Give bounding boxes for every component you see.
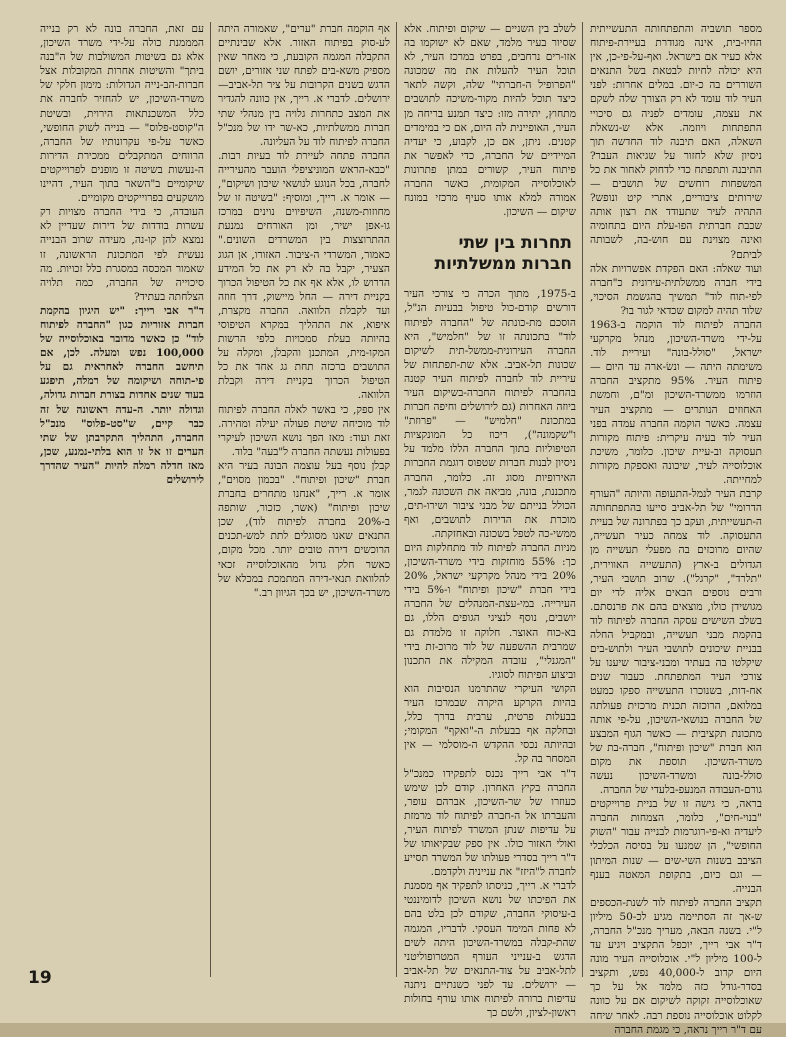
paragraph: תקציב החברה לפיתוח לוד לשנת-הכספים ש-אך זה הסתיימה מגיע לכ-50 מיליון ל"י. בשנה הבאה, מעריך מנכ"ל החברה, ד"ר אבי רייך, יוכפל התקציב ויגיע עד ל-100 מיליון ל"י. אוכלוסייה העיר מונה היום קרוב ל-40,000 נפש, ותקציב בסדר-גודל כזה מלמד אל על כך שאוכלוסייה זקוקה לשיקום אם על כוונה לקלוט אוכלוסייה נוספת רבה. לאחר שיחה עם ד"ר רייך נראה, כי מגמת החברה (590, 896, 763, 1036)
text-column-2 (404, 22, 577, 1020)
paragraph: החברה לפיתוח לוד הוקמה ב-1963 על-ידי משרד-השיכון, מנהל מקרקעי ישראל, "סולל-בונה" ועיריית לוד. משימתה היתה — ונשׂ-ארה עד היום — פיתוח העיר. 95% מתקציב החברה הוזרמו ממשרד-השיכון ומ"ם, וחמשת האחוזים הנותרים — מתקציב העיר עצמה. כאשר הוקמה החברה עמדה בפני העיר לוד בעיה עיקרית: פיתוח מקורות תעסוקה וב-עיית שיכון. כלומר, משיכת אוכלוסייה לעיר, שיכונה ואספקת מקורות למחייתה. (590, 318, 762, 486)
paragraph: ועוד שאלה: האם הפקדת אפשרויות אלה בידי חברה ממשלתית-עירונית כ"חברה לפי-תוח לוד" תמשיך בהגשמת הסיכוי, שלוד תהיה למקום שכדאי לגור בו? (590, 262, 762, 317)
page-number: 19 (28, 968, 52, 988)
article-body (40, 22, 763, 1036)
section-subheading: תחרות בין שתי חברות ממשלתיות (434, 233, 572, 275)
text-column-4 (40, 22, 204, 982)
column-rule (582, 22, 583, 977)
paragraph: בראה, כי גישה זו של בניית פרוייקטים "בנוי-חים", כלומר, הצמחות החברה ליעדיה וא-פי-רוגרמות לבנייה עבור "השוק החופשי", הן שמנעו על בסיסה הכלכלי הציבב בשנות השי-שים — שנות המיתון — וגם כיום, בתקופת המאטה בענף הבנייה. (590, 798, 762, 895)
paragraph: לדברי א. רייך, כניסתו לתפקיד אף מסמנת את הפיכתו של נושא השיכון לדומיננטי ב-עיסוקי החברה, שקודם לכן בלט בהם לא פחות המימד העסקי. לדבריו, המגמה שהת-קבלה במשרד-השיכון היתה לשים הדגש ב-ענייני העורף המטרופוליטני לתל-אביב על צוד-התנאים של תל-אביב — ירושלים. עד לפני כשנתיים ניתנה עדיפות ברורה לפיתוח אותו עורף בחולות ראשון-לציון, ולשם כך (404, 880, 576, 1020)
paragraph: לשלב בין השניים — שיקום ופיתוח. אלא שסיור בעיר מלמד, שאם לא ישוקמו בה אזו-רים נרחבים, בפרט במרכז העיר, לא תוכל העיר להעלות את מה שמכונה "הפרופיל ה-חברתי" שלה, וקשה לתאר כיצד תוכל להיות מקור-משיכה לתושבים מתחוץ, יתירה מזו: כיצד תמנע בריחה מן העיר, האופיינית לה היום, אם כי במימדים קטנים. ניתן, אם כן, לקבוע, כי יעדיה המיידיים של החברה, כדי לאפשר את פיתוח העיר, קשורים במתן פתרונות לאוכלוסייה המקומית, כאשר החברה אמורה למלא אותו סעיף מרכזי במונח שיקום — השיכון. (404, 23, 576, 219)
text-column-1 (590, 22, 763, 1036)
paragraph: קרבת העיר לנמל-התעופה והיותה "העורף הדרומי" של תל-אביב סייעו בהתפתחותה ה-תעשייתית, ועקב כך בפתרונה של בעיית התעסוקה. לוד צמחה כעיר תעשייה, שהיום מרוכזים בה מפעלי תעשייה מן הגדולים ב-ארץ (התעשייה האווירית, "תלרד", "קרגל"). שרוב תושבי העיר, ורבים נוספים הבאים אליה לדי יום מגושידן כולו, מוצאים בהם את פרנסתם. בשלב השישים עסקה החברה לפיתוח לוד בהקמת מבני תעשייה, ובמקביל החלה בבניית שיכונים לתושבי העיר ולתוש-בים שיקלטו בה בעתיד ומבני-ציבור שיענו על צורכי העיר המתפתחת. כעבור שנים אח-דות, בשנוכרו התעשייה ספקו כמעט במלואם, הרוכזה תכנית מרכזית פעולתה של החברה בנושאי-השיכון, על-פי אותה מתכונת תקציבית — כאשר הגוף המבצע הוא חברת "שיכון ופיתוח", חברה-בת של משרד-השיכון. תוספת את מקום סולל-בונה ומשרד-השיכון נעשה גורם-העבודה המנעפ-בלעדי של החברה. (590, 488, 762, 797)
column-rule (396, 22, 397, 977)
paragraph: ב-1975, מתוך הכרה כי צורכי העיר דורשים קודם-כול טיפול בבעיות הנ"ל, הוסכם מת-כונתה של "החברה לפיתוח לוד" בתכונתה זו של "חלמיש", היא החברה העירונית-ממשל-תית לשיקום שכונות תל-אביב. אלא שת-תפתחות של עיריית לוד לחברה לפיתוח העיר קטנה בהחברה לפיתוח החברה-בשיקום העיר ביוזה האחרות (גם לירושלים וחיפה חברות במתכונת "חלמיש" — "פרוזת" ו"שקמונה"), ריכוז כל המונקציות הטיפוליות בתוך החברה הללו מלמד על ניסיון לבנות חברות שטפוס דוגמת החברות האירופיות מסוג זה. כלומר, החברה מתכננת, בונה, מביאה את השכונה לגמר, הכולל בנייתם של מבני ציבור ושירו-תים, מוכרת את הדירות לתושבים, ואף ממשי-כה לטפל בשכונה ובאחזקתה. (404, 288, 576, 540)
paragraph: החברה פתחה לעיירת לוד בעיות רבות. "כבא-הראש המוניציפלי הועבר מהעירייה לחברה, בכל הנוגע לנושאי שיכון ושיקום", — אומר א. רייך, ומוסיף: "בשיטה זו של מחוזות-משנה, השיפיוים נוינים במרכז גו-אפן ישיר, ומן האורחים נמנעת ההתרוצצות בין המשרדים השונים." כאמור, המשרדי ה-ציבור. האזורו, אן הגוג הצעיר, יקבל בה לא רק את כל המידע הדרוש לו, אלא אף את כל הטיפול הכרוך בקניית דירה — החל מיישוק, דרך חוזה ועד לקבלת הלוואה. החברה מקצרת, איפוא, את התהליך במקרא הטיפוסי בהיותה בעלת סמכויות כלפי הרשות המקו-מית, המתכנן והקבלן, ומקלה על התושבים ברכזה תחת גג אחד את כל הטיפול הכרוך בקניית דירה וקבלת הלוואה. (218, 149, 390, 402)
column-rule (210, 22, 211, 977)
paragraph: ד"ר אבי רייך: "יש היגיון בהקמת חברות אזוריות כגון "החברה לפיתוח לוד" כן כאשר מדובר באוכלוסייה של 100,000 נפש ומעלה. לכן, אם תיחשב החברה לאחראית גם על פי-תוחה ושיקומה של רמלה, תיפגע בעוד שנים אחדות בצורת חברות גדולה, וגדולה יותר. ה-עדה ראשונה של זה כבר קיים, ש"סט-פלוס" מנכ"ל החברה, התהליך התקרבתן של שתי הערים זו אל זו הוא בלתי-נמנע, שכן, מאז חדלה רמלה להיות "העיר שהדרך לירושלים (40, 304, 204, 486)
paragraph: קבלן נוסף בעל עוצמה הבונה בעיר היא חברת "שיכון ופיתוח". "בכמון מסוים", אומר א. רייך, "אנחנו מתחרים בחברת שיכון ופיתוח" (אשר, כזכור, שותפה ב-20% בחברה לפיתוח לוד), שכן התנאים שאנו מסוגלים לתת למש-תכנים הרוכשים דירה טובים יותר. מכל מקום, כאשר חלק גדול מהאוכלוסייה זכאי להלוואת תנאי-דירה המתמכת במכלא של משרד-השיכון, יש בכך הגיוון רב." (218, 459, 390, 599)
paragraph: אף הוקמה חברת "ערים", שאמורה היתה לע-סוק בפיתוח האזור. אלא שבינתיים התקבלה המגמה הקובעת, כי מאחר שאין מספיק משא-בים לפתח שני אזורים, יושם הדגש בשנים הקרובות על ציר תל-אביב—ירושלים. לדברי א. רייך, אין כוונה להגדיר את המצב כתחרות גלויה בין מנהלי שתי חברות ממשלתיות, כא-שר ידו של מנכ"ל החברה לפיתוח לוד על העליונה. (218, 23, 390, 148)
paragraph: ד"ר אבי רייך נכנס לתפקידו כמנכ"ל החברה בקיץ האחרון. קודם לכן שימש כעוזרו של שר-השיכון, אברהם עופר, והעברתו אל ה-חברה לפיתוח לוד מרמזת על עדיפות שנתן המשרד לפיתוח העיר, ואולי האזור כולו. אין ספק שבקיאותו של ד"ר רייך בסדרי פעולתו של המשרד תסייע לחברה ל"היזז" את ענייניה ולקדמם. (404, 767, 576, 879)
paragraph: הקושי העיקרי שהתרמנו הנסיבות הוא בהיות הקרקע היקרה שבמרכז העיר בבעלות פרטית, ערבית בדרך כלל, ובחלקה אף בבעלות ה-"ואקף" המקומי; ובהיותה נכסי ההקדש ה-מוסלמי — אין המסחר בה קל. (404, 682, 576, 766)
text-column-3 (218, 22, 390, 982)
paragraph: עם זאת, החברה בונה לא רק בנייה המממנת כולה על-ידי משרד השיכון, אלא גם בשיטות המשולבות של ה"בנה ביתך" והשיטות אחרות המקובלות אצל חברות-הב-נייה הגדולות: מימון חלקי של משרד-השיכון, יש להחזיר לחברה את כלל המשכנתאות הירוית, ובשיטת ה"קוסט-פלוס" — בנייה לשוק החופשי, כאשר על-פי עקרונותיו של החברה, הרווחים המתקבלים ממכירת הדירות ה-נעשות בשיטה זו מופנים לפרוייקטים שיקומיים ב"השאר בתוך העיר, דהיינו מושקעים בפרוייקטים מקומיים. (40, 23, 204, 205)
paragraph: אין ספק, כי באשר לאלה החברה לפיתוח לוד מוכיחה שיטת פעולה יעילה ומהירה. זאת ועוד: מאז הפך נושא השיכון לעיקרי בפעולות נעשתה החברה ל"בעה" בלוד. (218, 403, 390, 458)
paragraph: מניות החברה לפיתוח לוד מתחלקות היום כך: 55% מוחזקות בידי משרד-השיכון, 20% בידי מנהל מקרקעי ישראל, 20% בידי חברת "שיכון ופיתוח" ו-5% בידי העירייה. במי-עצת-המנהלים של החברה יושבים, נוסף לנציגי הגופים הללו, גם בא-כוח האוצר. חלוקה זו מלמדת גם שמרבית ההשפעה של לוד מרוכ-זת בידי "המגנלי", עובדה המקילה את התכנון וביצוע הפיתוח לסוגיו. (404, 542, 577, 681)
paragraph: העובדה, כי בידי החברה מצויות רק עשרות בודדות של דירות שעדיין לא נמצא להן קו-נה, מעידה שרוב הבנייה נעשית לפי המתכונת הראשונה, זו שאמור המכסה במסגרת כלל זכויות. מה סיכוייה של החברה, כמה תלויה הצלחתה בעתיד? (40, 206, 204, 303)
paragraph: מספר תושביה והתפתחותה התעשייתית החיו-בית, אינה מגודרת בעיירת-פיתוח אלא כעיר אם בישראל. ואף-על-פי-כן, אין היא יכולה לחיות לבטאת בשל התנאים השוררים בה כ-יום. במלים אחרות: לפני העיר לוד עומד לא רק הצורך שלה לשקם את עצמה, עומדים לפניה גם סיכויי התפתחות ויוזמה. אלא ש-נשאלת השאלה, האם תיבנה לוד החדשה תוך ניסיון שלא לחזור על שגיאות העבר? התיבנה ותתפתח כדי לדחוק לאחור את כל המשפחות רוחשים של תושבים — שירותים ציבוריים, אתרי קיט ונופש? התהיה לעיר שתעודד את רצון אותה שכבת חברתית הפו-עלת היום בתחומיה ואינה מצוינת עם חוש-בה, לשבותה לביתם? (590, 23, 762, 261)
